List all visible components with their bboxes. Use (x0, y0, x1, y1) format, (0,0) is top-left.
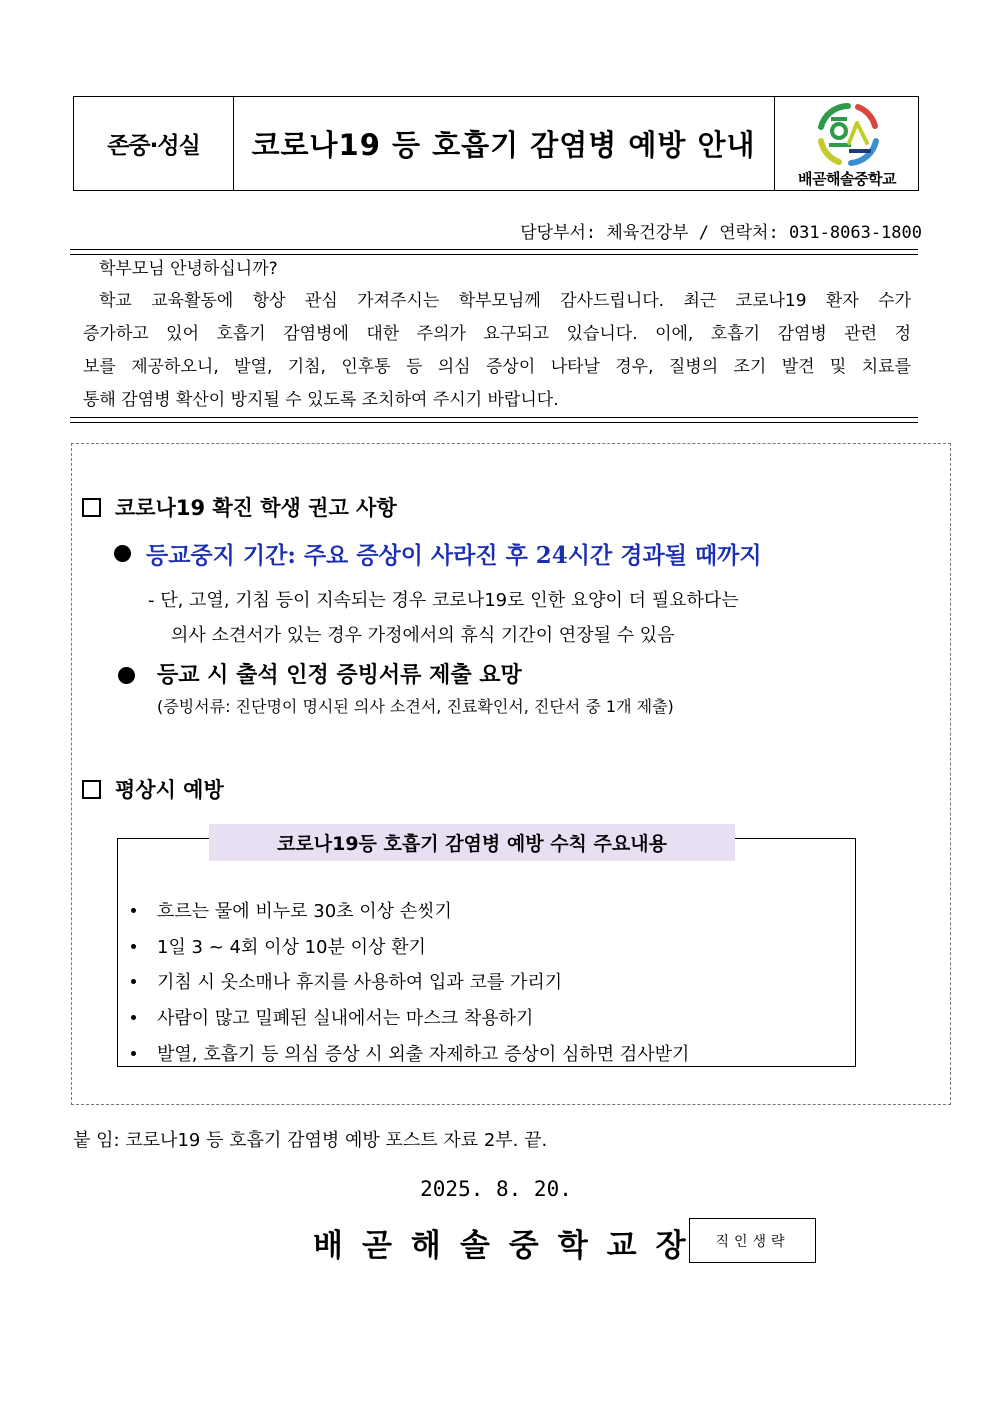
section-daily-prevention (82, 774, 224, 804)
page-title: 코로나19 등 호흡기 감염병 예방 안내 (251, 128, 756, 162)
intro-greeting: 학부모님 안녕하십니까? (99, 259, 278, 279)
bullet-dot-icon (118, 667, 135, 684)
checkbox-square-icon (82, 498, 101, 517)
prevention-box-title: 코로나19등 호흡기 감염병 예방 수칙 주요내용 (209, 824, 735, 861)
attendance-document-note: (증빙서류: 진단명이 명시된 의사 소견서, 진료확인서, 진단서 중 1개 제출) (157, 697, 674, 716)
title-cell (233, 97, 774, 190)
section-covid-recommendations (82, 492, 397, 522)
principal-signature-line: 배곧해솔중학교장 (313, 1228, 705, 1264)
checkbox-square-icon (82, 780, 101, 799)
intro-line: 증가하고 있어 호흡기 감염병에 대한 주의가 요구되고 있습니다. 이에, 호흡기 감염병 관련 정 (83, 324, 911, 344)
list-item: 발열, 호흡기 등 의심 증상 시 외출 자제하고 증상이 심하면 검사받기 (131, 1040, 689, 1066)
school-motto: 존중·성실 (107, 133, 200, 159)
bullet-icon (131, 944, 136, 949)
list-item: 흐르는 물에 비누로 30초 이상 손씻기 (131, 897, 452, 923)
list-item: 사람이 많고 밀폐된 실내에서는 마스크 착용하기 (131, 1004, 533, 1030)
school-suspension-period: 등교중지 기간: 주요 증상이 사라진 후 24시간 경과될 때까지 (146, 542, 762, 569)
intro-line: 학교 교육활동에 항상 관심 가져주시는 학부모님께 감사드립니다. 최근 코로나19 환자 수가 (99, 291, 911, 311)
attendance-document-request: 등교 시 출석 인정 증빙서류 제출 요망 (157, 662, 522, 688)
logo-cell (774, 97, 919, 190)
section-heading: 코로나19 확진 학생 권고 사항 (115, 496, 397, 520)
bullet-icon (131, 979, 136, 984)
document-date: 2025. 8. 20. (420, 1177, 572, 1201)
suspension-note-line: - 단, 고열, 기침 등이 지속되는 경우 코로나19로 인한 요양이 더 필요하다는 (148, 590, 739, 611)
section-heading: 평상시 예방 (115, 778, 224, 802)
suspension-note-line: 의사 소견서가 있는 경우 가정에서의 휴식 기간이 연장될 수 있음 (171, 625, 675, 646)
department-contact: 담당부서: 체육건강부 / 연락처: 031-8063-1800 (520, 223, 922, 243)
header-box (73, 96, 919, 191)
list-item: 기침 시 옷소매나 휴지를 사용하여 입과 코를 가리기 (131, 968, 562, 994)
attachment-note: 붙 임: 코로나19 등 호흡기 감염병 예방 포스트 자료 2부. 끝. (73, 1130, 548, 1151)
intro-line: 보를 제공하오니, 발열, 기침, 인후통 등 의심 증상이 나타날 경우, 질병의 조기 발견 및 치료를 (83, 357, 911, 377)
bullet-icon (131, 1051, 136, 1056)
bullet-icon (131, 1015, 136, 1020)
seal-omitted-box: 직인생략 (689, 1218, 816, 1263)
bullet-icon (131, 908, 136, 913)
motto-cell (74, 97, 234, 190)
school-logo-icon (815, 101, 881, 167)
bullet-dot-icon (114, 545, 131, 562)
list-item: 1일 3 ~ 4회 이상 10분 이상 환기 (131, 933, 426, 959)
school-logo-label: 배곧해솔중학교 (798, 170, 896, 188)
intro-line: 통해 감염병 확산이 방지될 수 있도록 조치하여 주시기 바랍니다. (83, 390, 559, 410)
divider-double-bottom (70, 417, 918, 423)
